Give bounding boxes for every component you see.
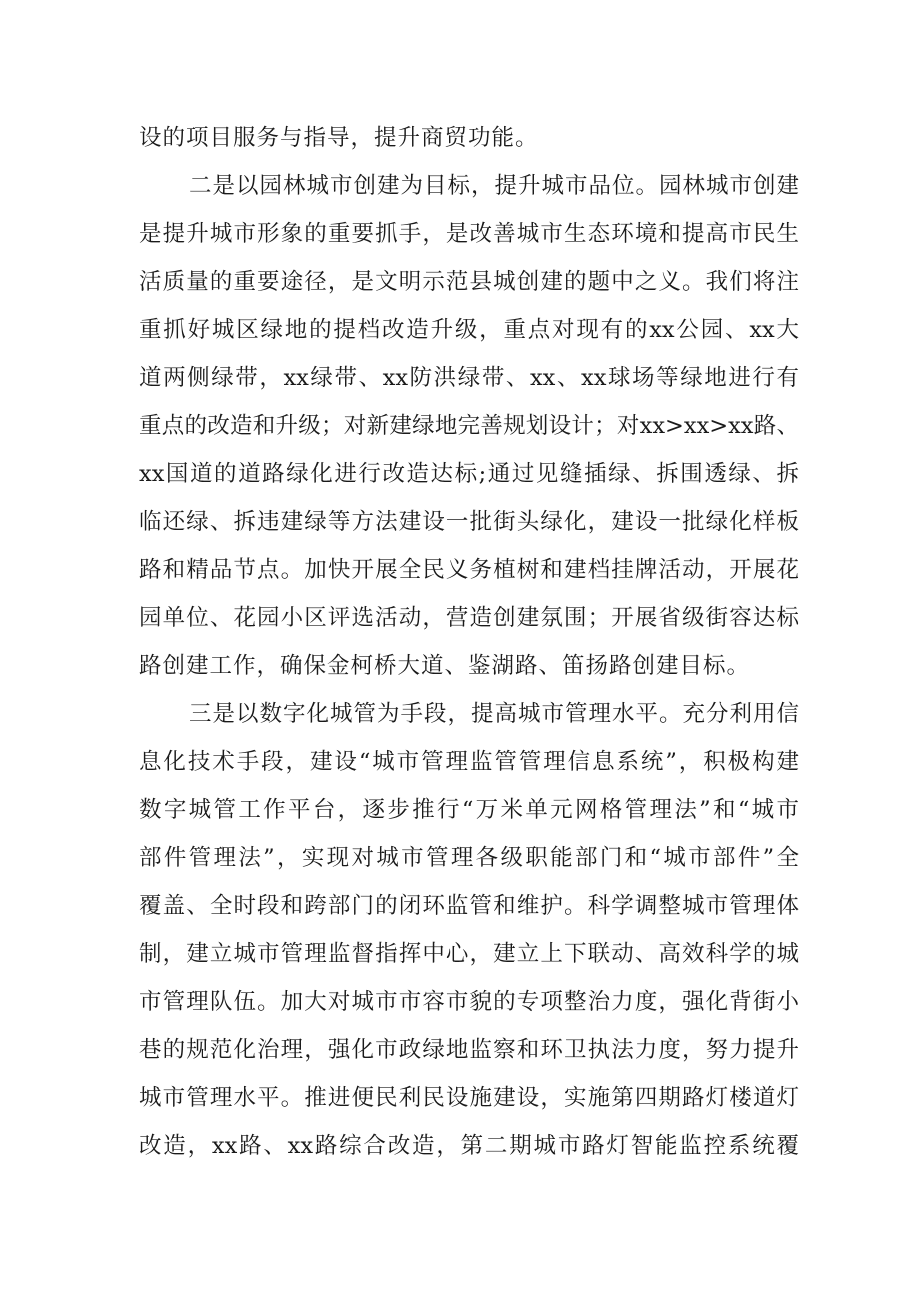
text-line: 改造，xx路、xx路综合改造，第二期城市路灯智能监控系统覆 [139, 1133, 799, 1159]
text-line: 巷的规范化治理，强化市政绿地监察和环卫执法力度，努力提升 [139, 1037, 799, 1063]
text-line: 重抓好城区绿地的提档改造升级，重点对现有的xx公园、xx大 [139, 317, 799, 343]
paragraph-first-line: 三是以数字化城管为手段，提高城市管理水平。充分利用信 [189, 701, 799, 727]
text-line: 是提升城市形象的重要抓手，是改善城市生态环境和提高市民生 [139, 221, 799, 247]
text-line: 覆盖、全时段和跨部门的闭环监管和维护。科学调整城市管理体 [139, 893, 799, 919]
text-line: 设的项目服务与指导，提升商贸功能。 [139, 125, 539, 151]
text-line: 制，建立城市管理监督指挥中心，建立上下联动、高效科学的城 [139, 941, 799, 967]
text-line: 道两侧绿带，xx绿带、xx防洪绿带、xx、xx球场等绿地进行有 [139, 365, 799, 391]
text-line: 重点的改造和升级；对新建绿地完善规划设计；对xx>xx>xx路、 [139, 413, 799, 439]
text-line: 活质量的重要途径，是文明示范县城创建的题中之义。我们将注 [139, 269, 799, 295]
text-line: 部件管理法”，实现对城市管理各级职能部门和“城市部件”全 [139, 845, 799, 871]
text-line: xx国道的道路绿化进行改造达标;通过见缝插绿、拆围透绿、拆 [139, 461, 799, 487]
text-line: 路和精品节点。加快开展全民义务植树和建档挂牌活动，开展花 [139, 557, 799, 583]
text-line: 临还绿、拆违建绿等方法建设一批街头绿化，建设一批绿化样板 [139, 509, 799, 535]
text-line: 息化技术手段，建设“城市管理监管管理信息系统”，积极构建 [139, 749, 799, 775]
paragraph-first-line: 二是以园林城市创建为目标，提升城市品位。园林城市创建 [189, 173, 799, 199]
text-line: 数字城管工作平台，逐步推行“万米单元网格管理法”和“城市 [139, 797, 799, 823]
text-line: 城市管理水平。推进便民利民设施建设，实施第四期路灯楼道灯 [139, 1085, 799, 1111]
text-line: 园单位、花园小区评选活动，营造创建氛围；开展省级街容达标 [139, 605, 799, 631]
text-line: 路创建工作，确保金柯桥大道、鉴湖路、笛扬路创建目标。 [139, 653, 751, 679]
text-line: 市管理队伍。加大对城市市容市貌的专项整治力度，强化背街小 [139, 989, 799, 1015]
